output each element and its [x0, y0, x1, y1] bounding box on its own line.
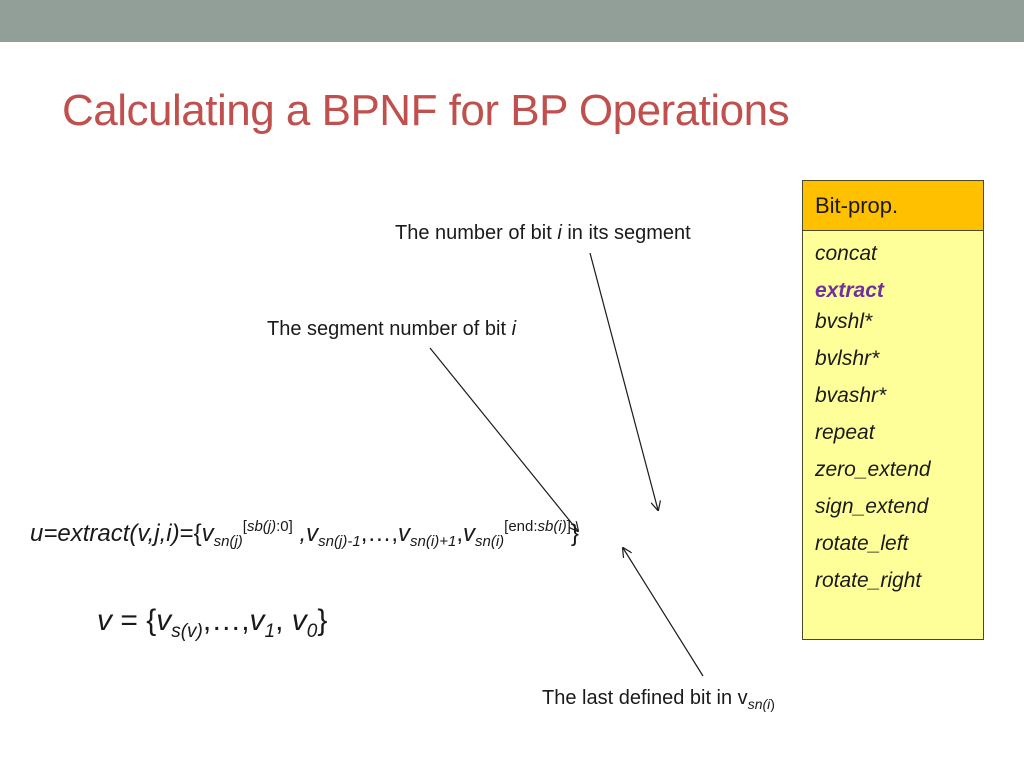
formula-ellipsis: ,…, [360, 520, 399, 547]
formula-args: (v,j,i) [129, 520, 180, 547]
annotation-sub: ) [770, 696, 775, 712]
formula-var: v [201, 520, 214, 547]
bit-prop-item-sign-extend: sign_extend [815, 495, 929, 518]
formula-var: v [156, 604, 172, 637]
formula-comma: , [456, 520, 463, 547]
formula-comma: , [275, 604, 292, 637]
formula-sup-var: sb(i) [537, 518, 567, 535]
bit-prop-header-label: Bit-prop. [815, 193, 899, 218]
formula-eq: ={ [179, 520, 202, 547]
formula-sub: sn(j) [213, 533, 243, 550]
bit-prop-item-zero-extend: zero_extend [815, 458, 931, 481]
annotation-text: in its segment [561, 222, 691, 244]
formula-ellipsis: ,…, [202, 604, 250, 637]
formula-sup-text: ] [566, 518, 571, 535]
bit-prop-header [803, 181, 983, 231]
formula-var: v [291, 604, 307, 637]
bit-prop-item-rotate-right: rotate_right [815, 569, 922, 592]
formula-sup-text: [ [242, 518, 247, 535]
arrow-last-defined [623, 548, 703, 676]
formula-var: v [462, 520, 475, 547]
annotation-text: The number of bit [395, 222, 558, 244]
formula-close: } [570, 520, 579, 547]
bit-prop-item-bvshl: bvshl* [815, 310, 873, 333]
formula-sup-text: [end: [504, 518, 538, 535]
annotation-sub: sn( [747, 696, 768, 712]
arrow-segment-number [430, 348, 578, 531]
bit-prop-item-concat: concat [815, 242, 877, 265]
formula-var: v [249, 604, 265, 637]
formula-sub: 1 [264, 621, 276, 642]
formula-sup-var: sb(j) [246, 518, 277, 535]
formula-sub: sn(i)+1 [410, 533, 457, 550]
bit-prop-item-bvashr: bvashr* [815, 384, 887, 407]
formula-sep: , [292, 520, 307, 547]
bit-prop-item-repeat: repeat [815, 421, 875, 444]
bit-prop-item-bvlshr: bvlshr* [815, 347, 880, 370]
extract-formula [30, 518, 579, 550]
formula-sup [243, 518, 293, 535]
formula-eq: = { [112, 604, 157, 637]
slide-title: Calculating a BPNF for BP Operations [62, 86, 790, 135]
formula-close: } [317, 604, 328, 637]
annotation-var: i [511, 318, 517, 340]
formula-var: v [306, 520, 319, 547]
annotation-var: i [557, 222, 562, 244]
bit-prop-item-rotate-left: rotate_left [815, 532, 909, 555]
formula-lhs: v [97, 604, 112, 637]
formula-sub: s(v) [171, 621, 203, 642]
annotation-sub-var: i [767, 696, 771, 712]
formula-sup-text: :0] [276, 518, 293, 535]
formula-lhs: u=extract [30, 520, 130, 547]
bit-prop-item-extract: extract [815, 279, 884, 302]
formula-sub: 0 [306, 621, 318, 642]
formula-sub: sn(i) [474, 533, 505, 550]
annotation-text: The last defined bit in v [542, 687, 748, 709]
v-formula [97, 604, 327, 643]
formula-sup [504, 518, 571, 535]
formula-sub: sn(j)-1 [318, 533, 361, 550]
bit-prop-table [802, 180, 984, 640]
formula-var: v [398, 520, 411, 547]
annotation-text: The segment number of bit [267, 318, 512, 340]
arrow-bit-in-segment [590, 253, 658, 510]
